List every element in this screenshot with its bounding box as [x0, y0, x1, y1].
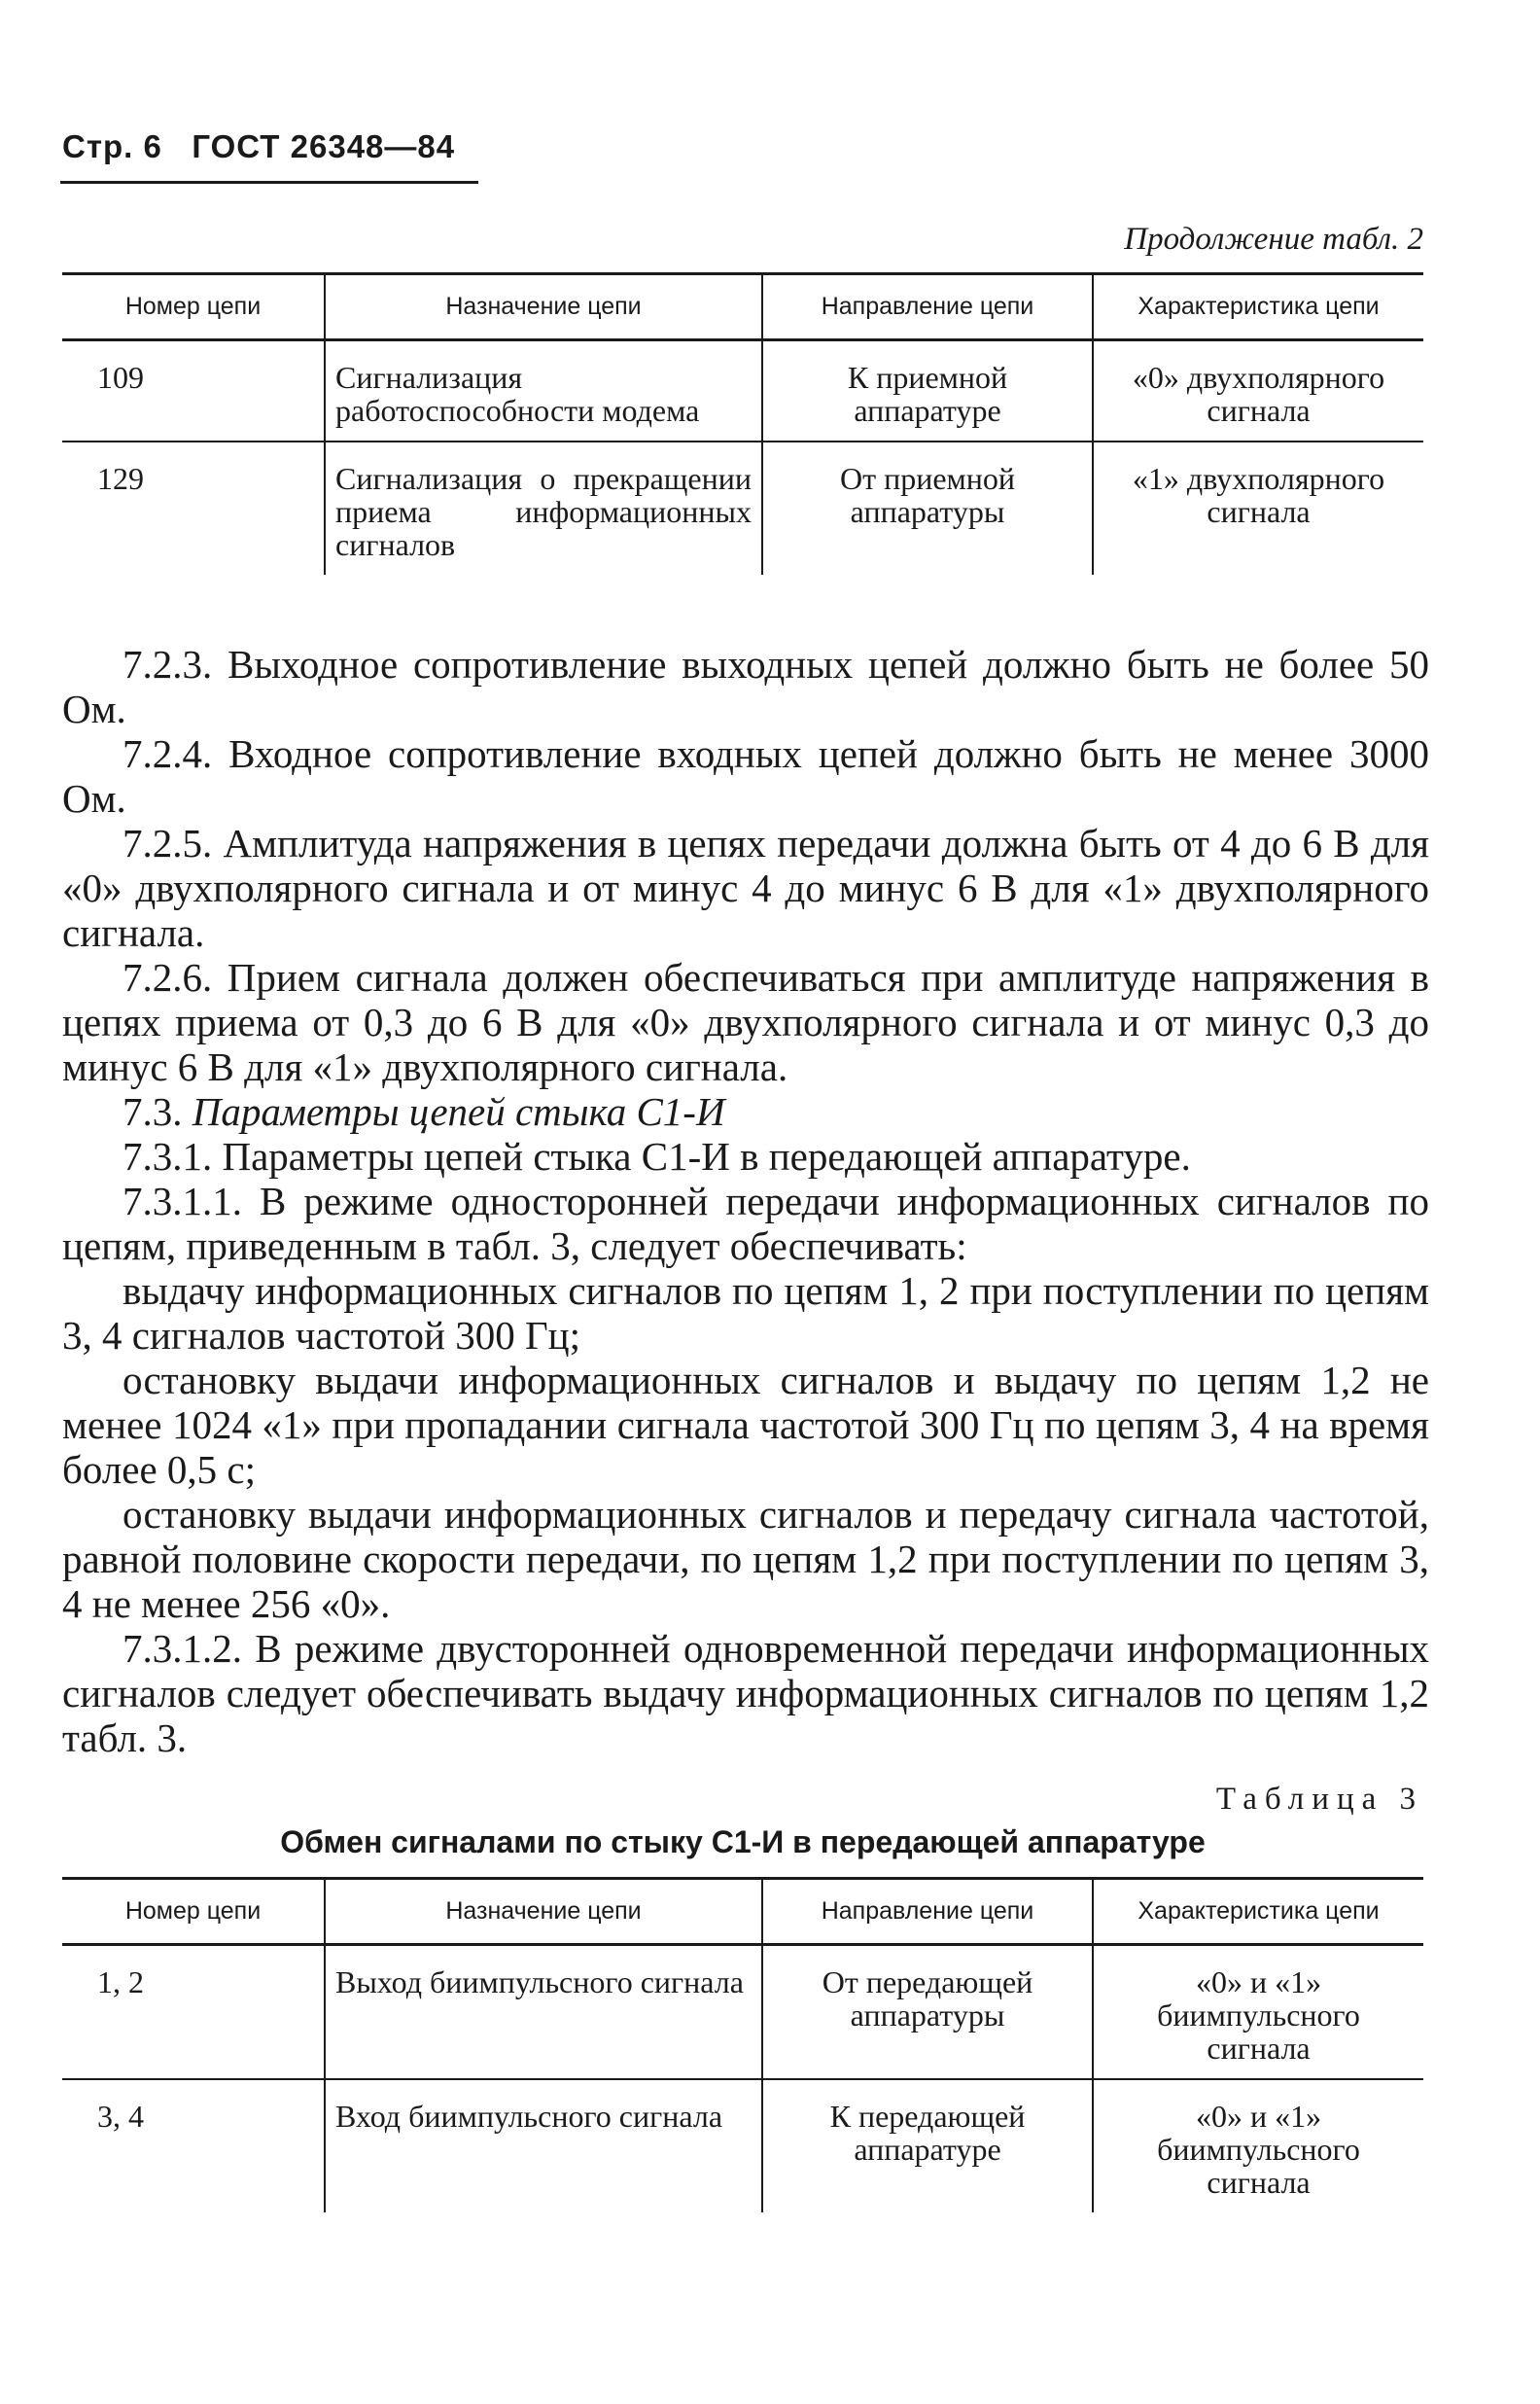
paragraph: 7.2.6. Прием сигнала должен обеспечиваться при амплитуде напряжения в цепях приема от 0,3 до 6 В для «0» двухполярного сигнала и от минус 0,3 до минус 6 В для «1» двухполярного сигнала. [62, 955, 1429, 1089]
section-number: 7.3. [122, 1089, 183, 1134]
table-row [62, 442, 1423, 575]
table-2 [62, 272, 1423, 575]
column-header: Назначение цепи [325, 274, 762, 340]
table-3 [62, 1877, 1423, 2212]
page-header [62, 128, 455, 165]
paragraph: остановку выдачи информационных сигналов и выдачу по цепям 1,2 не менее 1024 «1» при пропадании сигнала частотой 300 Гц по цепям 3, 4 на время более 0,5 с; [62, 1358, 1429, 1492]
section-title: Параметры цепей стыка С1-И [192, 1089, 725, 1134]
table-row [62, 340, 1423, 442]
paragraph: 7.2.5. Амплитуда напряжения в цепях передачи должна быть от 4 до 6 В для «0» двухполярного сигнала и от минус 4 до минус 6 В для «1» двухполярного сигнала. [62, 821, 1429, 955]
column-header: Номер цепи [62, 1879, 325, 1945]
table-row [62, 2079, 1423, 2212]
cell-direction: К приемной аппаратуре [762, 340, 1093, 442]
cell-num: 1, 2 [62, 1945, 325, 2080]
table3-caption: Таблица 3 [1215, 1782, 1423, 1817]
cell-characteristic: «0» и «1» биимпульсного сигнала [1093, 1945, 1423, 2080]
cell-purpose: Сигнализация о прекращении приема информационных сигналов [325, 442, 762, 575]
paragraph: 7.3.1.1. В режиме односторонней передачи информационных сигналов по цепям, приведенным в табл. 3, следует обеспечивать: [62, 1179, 1429, 1268]
cell-purpose: Вход биимпульсного сигнала [325, 2079, 762, 2212]
column-header: Номер цепи [62, 274, 325, 340]
cell-purpose: Сигнализация работоспособности модема [325, 340, 762, 442]
column-header: Направление цепи [762, 1879, 1093, 1945]
page-number: Стр. 6 [62, 128, 162, 164]
table3-title: Обмен сигналами по стыку С1-И в передающей аппаратуре [280, 1824, 1206, 1859]
column-header: Характеристика цепи [1093, 274, 1423, 340]
column-header: Направление цепи [762, 274, 1093, 340]
cell-characteristic: «1» двухполярного сигнала [1093, 442, 1423, 575]
paragraph: остановку выдачи информационных сигналов и передачу сигнала частотой, равной половине скорости передачи, по цепям 1,2 при поступлении по цепям 3, 4 не менее 256 «0». [62, 1492, 1429, 1626]
paragraph: 7.3.1. Параметры цепей стыка С1-И в передающей аппаратуре. [122, 1134, 1191, 1179]
standard-number: ГОСТ 26348—84 [192, 128, 456, 164]
section-heading [62, 1089, 1429, 1134]
column-header: Назначение цепи [325, 1879, 762, 1945]
table2-header-row [62, 274, 1423, 340]
cell-num: 129 [97, 461, 144, 496]
column-header: Характеристика цепи [1093, 1879, 1423, 1945]
header-rule [60, 181, 478, 184]
body-text [62, 642, 1429, 1760]
paragraph: 7.2.4. Входное сопротивление входных цепей должно быть не менее 3000 Ом. [62, 731, 1429, 821]
cell-characteristic: «0» и «1» биимпульсного сигнала [1093, 2079, 1423, 2212]
table3-header-row [62, 1879, 1423, 1945]
table-row [62, 1945, 1423, 2080]
cell-num: 3, 4 [97, 2099, 144, 2134]
paragraph: 7.3.1.2. В режиме двусторонней одновременной передачи информационных сигналов следует обеспечивать выдачу информационных сигналов по цепям 1,2 табл. 3. [62, 1626, 1429, 1760]
table2-continuation: Продолжение табл. 2 [1124, 222, 1423, 257]
paragraph: 7.2.3. Выходное сопротивление выходных цепей должно быть не более 50 Ом. [62, 642, 1429, 731]
cell-num: 109 [62, 340, 325, 442]
cell-direction: От приемной аппаратуры [762, 442, 1093, 575]
cell-characteristic: «0» двухполярного сигнала [1093, 340, 1423, 442]
cell-purpose: Выход биимпульсного сигнала [325, 1945, 762, 2080]
cell-direction: К передающей аппаратуре [762, 2079, 1093, 2212]
paragraph: выдачу информационных сигналов по цепям 1, 2 при поступлении по цепям 3, 4 сигналов частотой 300 Гц; [62, 1268, 1429, 1358]
cell-direction: От передающей аппаратуры [762, 1945, 1093, 2080]
